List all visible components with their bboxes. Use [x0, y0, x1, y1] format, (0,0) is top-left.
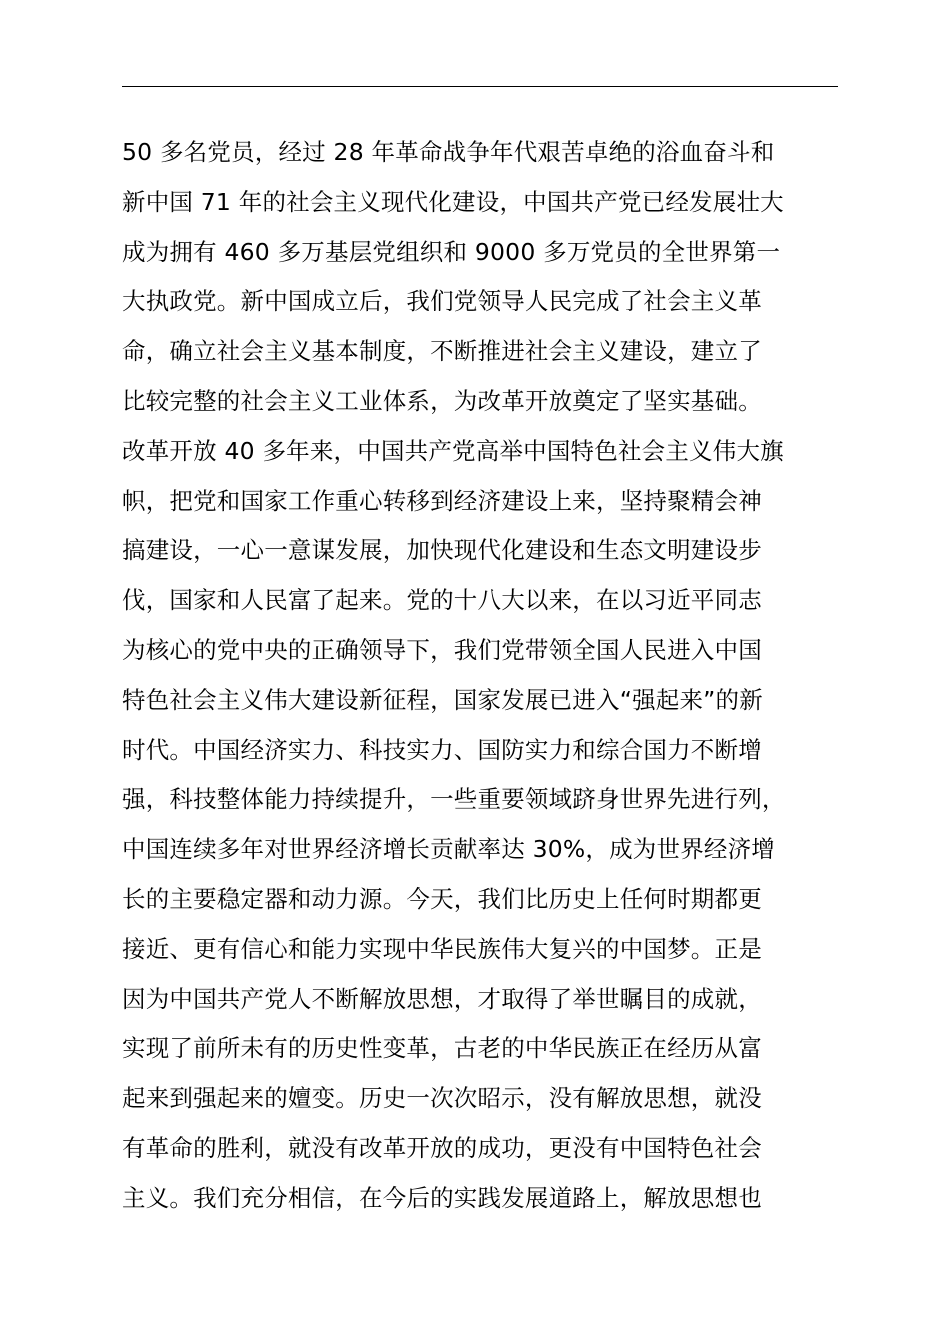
text-line: 长的主要稳定器和动力源。今天，我们比历史上任何时期都更	[122, 884, 762, 913]
text-line: 起来到强起来的嬗变。历史一次次昭示，没有解放思想，就没	[122, 1084, 762, 1113]
text-line: 伐，国家和人民富了起来。党的十八大以来，在以习近平同志	[122, 586, 762, 615]
body-paragraph	[122, 128, 882, 1224]
text-line: 主义。我们充分相信，在今后的实践发展道路上，解放思想也	[122, 1183, 762, 1212]
text-line: 成为拥有 460 多万基层党组织和 9000 多万党员的全世界第一	[122, 237, 781, 266]
text-line: 有革命的胜利，就没有改革开放的成功，更没有中国特色社会	[122, 1133, 762, 1162]
text-line: 命，确立社会主义基本制度，不断推进社会主义建设，建立了	[122, 337, 762, 366]
text-line: 新中国 71 年的社会主义现代化建设，中国共产党已经发展壮大	[122, 187, 784, 216]
header-rule	[122, 86, 838, 87]
text-line: 接近、更有信心和能力实现中华民族伟大复兴的中国梦。正是	[122, 934, 762, 963]
text-line: 强，科技整体能力持续提升，一些重要领域跻身世界先进行列，	[122, 785, 786, 814]
text-line: 为核心的党中央的正确领导下，我们党带领全国人民进入中国	[122, 635, 762, 664]
text-line: 大执政党。新中国成立后，我们党领导人民完成了社会主义革	[122, 287, 762, 316]
text-line: 实现了前所未有的历史性变革，古老的中华民族正在经历从富	[122, 1034, 762, 1063]
text-line: 比较完整的社会主义工业体系，为改革开放奠定了坚实基础。	[122, 386, 762, 415]
text-line: 帜，把党和国家工作重心转移到经济建设上来，坚持聚精会神	[122, 486, 762, 515]
text-line: 50 多名党员，经过 28 年革命战争年代艰苦卓绝的浴血奋斗和	[122, 138, 775, 166]
text-line: 特色社会主义伟大建设新征程，国家发展已进入“强起来”的新	[122, 685, 763, 714]
text-line: 时代。中国经济实力、科技实力、国防实力和综合国力不断增	[122, 735, 762, 764]
text-line: 改革开放 40 多年来，中国共产党高举中国特色社会主义伟大旗	[122, 436, 784, 465]
text-line: 中国连续多年对世界经济增长贡献率达 30%，成为世界经济增	[122, 835, 776, 864]
text-line: 因为中国共产党人不断解放思想，才取得了举世瞩目的成就，	[122, 984, 762, 1013]
text-line: 搞建设，一心一意谋发展，加快现代化建设和生态文明建设步	[122, 536, 762, 565]
